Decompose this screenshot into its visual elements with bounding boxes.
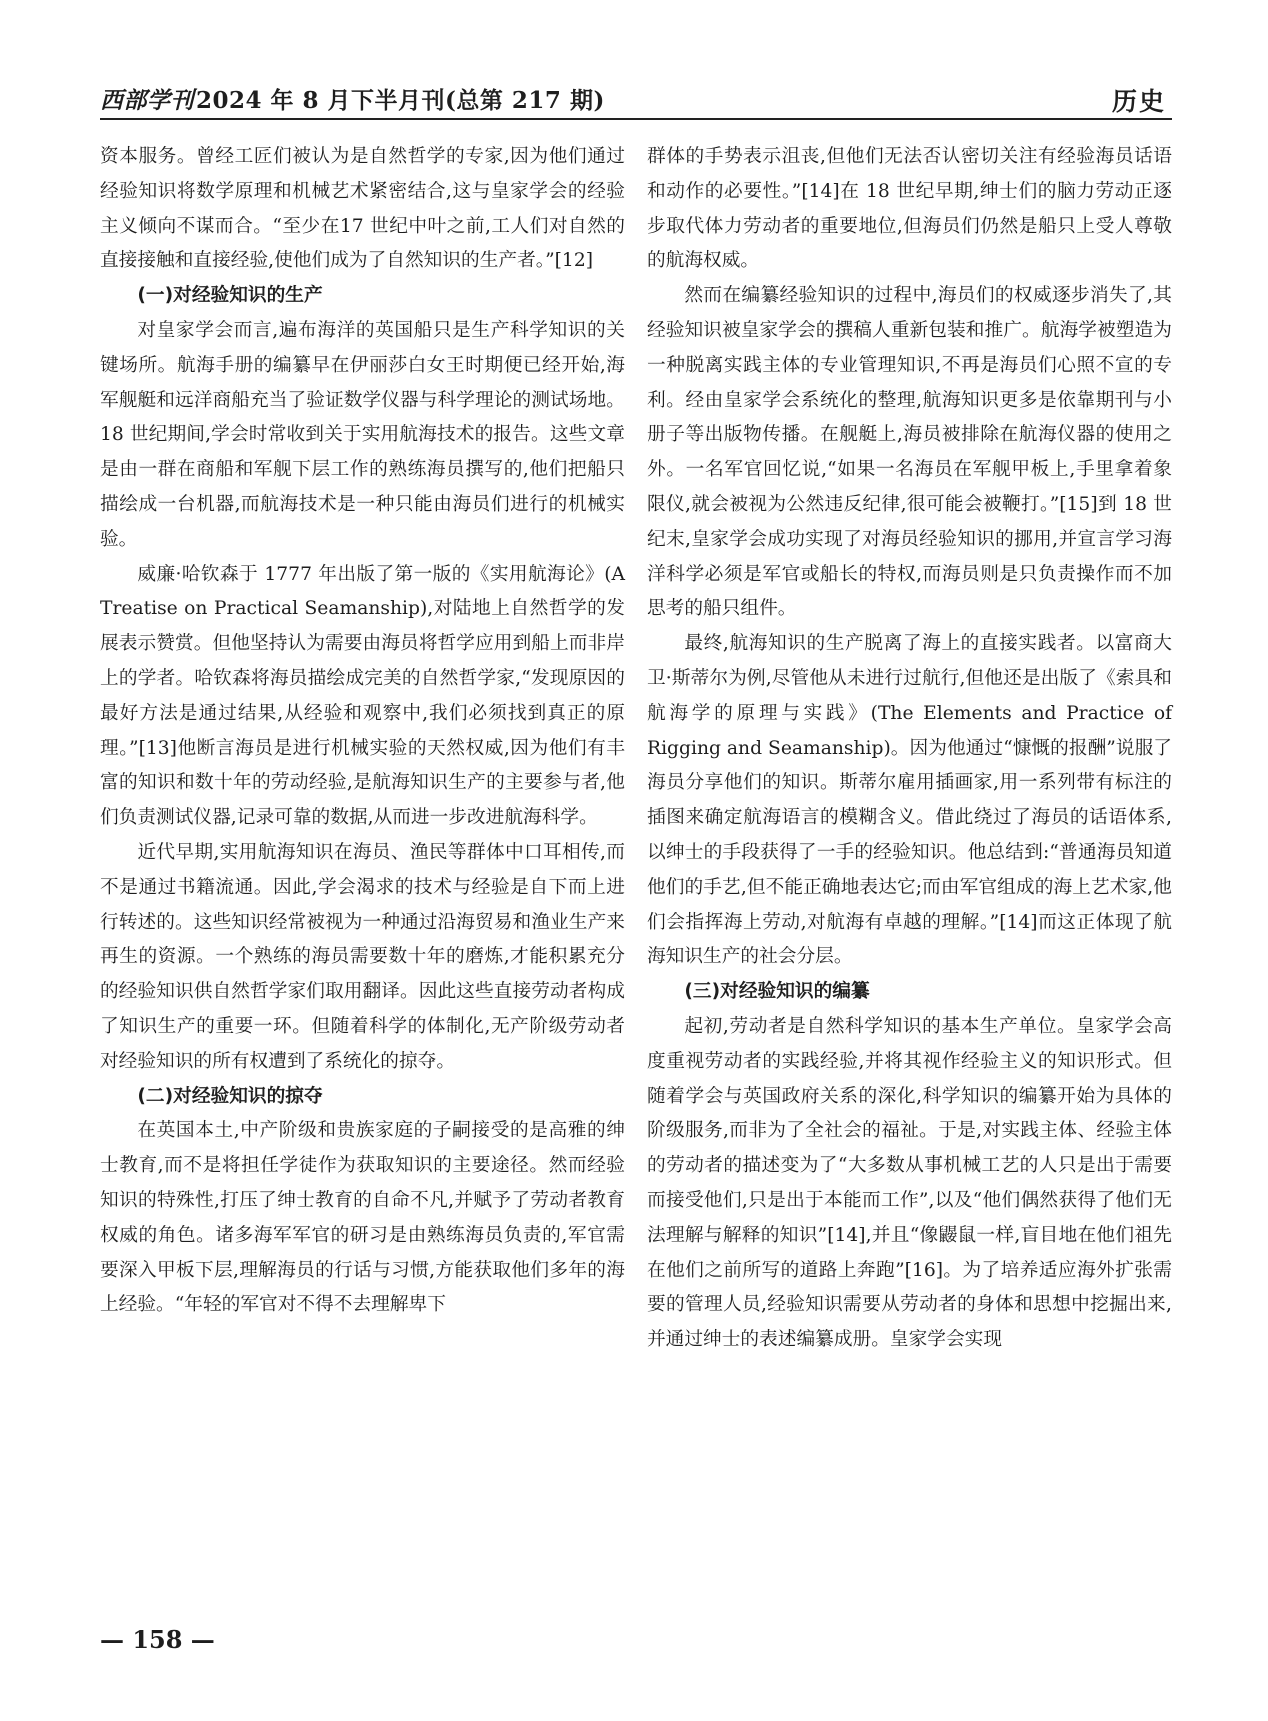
body-paragraph: 近代早期,实用航海知识在海员、渔民等群体中口耳相传,而不是通过书籍流通。因此,学会渴求的技术与经验是自下而上进行转述的。这些知识经常被视为一种通过沿海贸易和渔业生产来再生的资源。一个熟练的海员需要数十年的磨炼,才能积累充分的经验知识供自然哲学家们取用翻译。因此这些直接劳动者构成了知识生产的重要一环。但随着科学的体制化,无产阶级劳动者对经验知识的所有权遭到了系统化的掠夺。: [100, 841, 625, 1072]
left-column: [100, 140, 625, 1323]
right-column: [647, 140, 1172, 1358]
header-rule: [100, 118, 1172, 120]
section-heading: (三)对经验知识的编纂: [684, 981, 870, 1003]
journal-masthead: [100, 82, 605, 115]
body-paragraph: 然而在编纂经验知识的过程中,海员们的权威逐步消失了,其经验知识被皇家学会的撰稿人重新包装和推广。航海学被塑造为一种脱离实践主体的专业管理知识,不再是海员们心照不宣的专利。经由皇家学会系统化的整理,航海知识更多是依靠期刊与小册子等出版物传播。在舰艇上,海员被排除在航海仪器的使用之外。一名军官回忆说,“如果一名海员在军舰甲板上,手里拿着象限仪,就会被视为公然违反纪律,很可能会被鞭打。”[15]到 18 世纪末,皇家学会成功实现了对海员经验知识的挪用,并宣言学习海洋科学必须是军官或船长的特权,而海员则是只负责操作而不加思考的船只组件。: [647, 285, 1172, 620]
section-heading: (一)对经验知识的生产: [137, 285, 323, 307]
section-heading: (二)对经验知识的掠夺: [137, 1085, 323, 1107]
body-paragraph: 威廉·哈钦森于 1777 年出版了第一版的《实用航海论》(A Treatise on Practical Seamanship),对陆地上自然哲学的发展表示赞赏。但他坚持认为需要由海员将哲学应用到船上而非岸上的学者。哈钦森将海员描绘成完美的自然哲学家,“发现原因的最好方法是通过结果,从经验和观察中,我们必须找到真正的原理。”[13]他断言海员是进行机械实验的天然权威,因为他们有丰富的知识和数十年的劳动经验,是航海知识生产的主要参与者,他们负责测试仪器,记录可靠的数据,从而进一步改进航海科学。: [100, 563, 625, 829]
body-paragraph: 群体的手势表示沮丧,但他们无法否认密切关注有经验海员话语和动作的必要性。”[14]在 18 世纪早期,绅士们的脑力劳动正逐步取代体力劳动者的重要地位,但海员们仍然是船只上受人尊敬的航海权威。: [647, 146, 1172, 272]
journal-logo: 西部学刊: [100, 87, 194, 114]
section-label: 历史: [1111, 87, 1166, 116]
body-paragraph: 在英国本土,中产阶级和贵族家庭的子嗣接受的是高雅的绅士教育,而不是将担任学徒作为获取知识的主要途径。然而经验知识的特殊性,打压了绅士教育的自命不凡,并赋予了劳动者教育权威的角色。诸多海军军官的研习是由熟练海员负责的,军官需要深入甲板下层,理解海员的行话与习惯,方能获取他们多年的海上经验。“年轻的军官对不得不去理解卑下: [100, 1120, 625, 1316]
page-number: — 158 —: [100, 1625, 215, 1654]
body-paragraph: 起初,劳动者是自然科学知识的基本生产单位。皇家学会高度重视劳动者的实践经验,并将其视作经验主义的知识形式。但随着学会与英国政府关系的深化,科学知识的编纂开始为具体的阶级服务,而非为了全社会的福祉。于是,对实践主体、经验主体的劳动者的描述变为了“大多数从事机械工艺的人只是出于需要而接受他们,只是出于本能而工作”,以及“他们偶然获得了他们无法理解与解释的知识”[14],并且“像鼹鼠一样,盲目地在他们祖先在他们之前所写的道路上奔跑”[16]。为了培养适应海外扩张需要的管理人员,经验知识需要从劳动者的身体和思想中挖掘出来,并通过绅士的表述编纂成册。皇家学会实现: [647, 1015, 1172, 1351]
body-paragraph: 对皇家学会而言,遍布海洋的英国船只是生产科学知识的关键场所。航海手册的编纂早在伊丽莎白女王时期便已经开始,海军舰艇和远洋商船充当了验证数学仪器与科学理论的测试场地。18 世纪期间,学会时常收到关于实用航海技术的报告。这些文章是由一群在商船和军舰下层工作的熟练海员撰写的,他们把船只描绘成一台机器,而航海技术是一种只能由海员们进行的机械实验。: [100, 319, 625, 550]
journal-issue-info: 2024 年 8 月下半月刊(总第 217 期): [196, 87, 605, 114]
page-header: [100, 82, 1172, 120]
body-paragraph: 最终,航海知识的生产脱离了海上的直接实践者。以富商大卫·斯蒂尔为例,尽管他从未进行过航行,但他还是出版了《索具和航海学的原理与实践》(The Elements and Practice of Rigging and Seamanship)。因为他通过“慷慨的报酬”说服了海员分享他们的知识。斯蒂尔雇用插画家,用一系列带有标注的插图来确定航海语言的模糊含义。借此绕过了海员的话语体系,以绅士的手段获得了一手的经验知识。他总结到:“普通海员知道他们的手艺,但不能正确地表达它;而由军官组成的海上艺术家,他们会指挥海上劳动,对航海有卓越的理解。”[14]而这正体现了航海知识生产的社会分层。: [647, 633, 1172, 968]
body-paragraph: 资本服务。曾经工匠们被认为是自然哲学的专家,因为他们通过经验知识将数学原理和机械艺术紧密结合,这与皇家学会的经验主义倾向不谋而合。“至少在17 世纪中叶之前,工人们对自然的直接接触和直接经验,使他们成为了自然知识的生产者。”[12]: [100, 146, 625, 272]
